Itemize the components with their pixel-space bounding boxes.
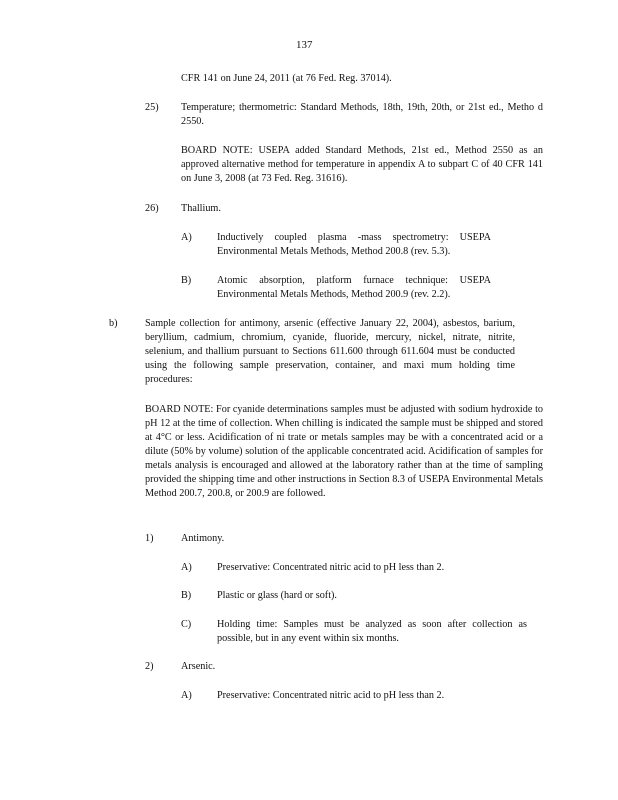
item-1-a-label: A) <box>181 562 192 573</box>
page-number: 137 <box>296 39 313 51</box>
item-25-text: Temperature; thermometric: Standard Methods, 18th, 19th, 20th, or 21st ed., Metho d 2550. <box>181 102 543 127</box>
item-1-c-label: C) <box>181 619 192 630</box>
item-1-c-text: Holding time: Samples must be analyzed as soon after collection as possible, but in any event within six months. <box>217 619 527 644</box>
item-26-text: Thallium. <box>181 203 221 214</box>
item-26-b-label: B) <box>181 275 192 286</box>
item-2-text: Arsenic. <box>181 661 216 672</box>
item-1-text: Antimony. <box>181 533 225 544</box>
item-2-label: 2) <box>145 661 154 672</box>
item-1-a-text: Preservative: Concentrated nitric acid to pH less than 2. <box>217 562 445 573</box>
item-2-a-label: A) <box>181 690 192 701</box>
section-b-label: b) <box>109 318 118 329</box>
item-26-a-text: Inductively coupled plasma -mass spectrometry: USEPA Environmental Metals Methods, Method 200.8 (rev. 5.3). <box>217 232 491 257</box>
item-26-b-text: Atomic absorption, platform furnace technique: USEPA Environmental Metals Methods, Method 200.9 (rev. 2.2). <box>217 275 491 300</box>
section-b-text: Sample collection for antimony, arsenic (effective January 22, 2004), asbestos, barium, beryllium, cadmium, chromium, cyanide, fluoride, mercury, nickel, nitrate, nitrite, selenium, and thallium pursuant to Sections 611.600 through 611.604 must be conducted using the following sample preservation, container, and maxi mum holding time procedures: <box>145 318 515 385</box>
item-1-b-label: B) <box>181 590 192 601</box>
item-2-a-text: Preservative: Concentrated nitric acid to pH less than 2. <box>217 690 445 701</box>
cfr-continuation-text: CFR 141 on June 24, 2011 (at 76 Fed. Reg. 37014). <box>181 73 392 84</box>
item-26-label: 26) <box>145 203 159 214</box>
item-25-label: 25) <box>145 102 159 113</box>
section-b-board-note: BOARD NOTE: For cyanide determinations samples must be adjusted with sodium hydroxide to pH 12 at the time of collection. When chilling is indicated the sample must be shipped and stored at 4°C or less. Acidification of ni trate or metals samples may be with a concentrated acid or a dilute (50% by volume) solution of the applicable concentrated acid. Acidification of samples for metals analysis is encouraged and allowed at the laboratory rather than at the time of sampling provided the shipping time and other instructions in Section 8.3 of USEPA Environmental Metals Method 200.7, 200.8, or 200.9 are followed. <box>145 404 543 499</box>
item-25-board-note: BOARD NOTE: USEPA added Standard Methods, 21st ed., Method 2550 as an approved alternative method for temperature in appendix A to subpart C of 40 CFR 141 on June 3, 2008 (at 73 Fed. Reg. 31616). <box>181 145 543 184</box>
item-26-a-label: A) <box>181 232 192 243</box>
item-1-label: 1) <box>145 533 154 544</box>
item-1-b-text: Plastic or glass (hard or soft). <box>217 590 337 601</box>
